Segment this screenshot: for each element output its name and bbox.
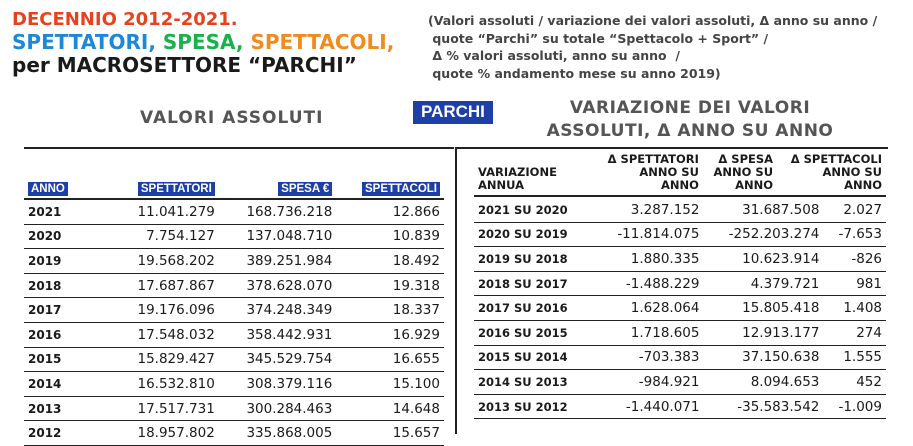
header-d-spesa-2: ANNO SU — [713, 165, 774, 179]
row-spettatori: 11.041.279 — [112, 199, 219, 224]
table-row — [474, 320, 886, 345]
row-d-spettacoli: 452 — [823, 370, 886, 395]
row-spettacoli: 16.655 — [336, 347, 444, 372]
row-spettatori: 7.754.127 — [112, 224, 219, 249]
row-spettacoli: 14.648 — [336, 396, 444, 421]
page-title — [12, 8, 394, 77]
right-section-title-line-2: ASSOLUTI, Δ ANNO SU ANNO — [546, 121, 834, 141]
title-spettatori: SPETTATORI, — [12, 30, 163, 54]
row-d-spesa: 37.150.638 — [703, 345, 823, 370]
table-row — [474, 394, 886, 419]
row-periodo: 2021 SU 2020 — [474, 198, 594, 222]
header-d-spettatori-1: Δ SPETTATORI — [607, 152, 699, 166]
table-row — [474, 296, 886, 321]
row-d-spettatori: 1.880.335 — [594, 247, 703, 272]
row-d-spettatori: -1.440.071 — [594, 394, 703, 419]
row-d-spettacoli: 981 — [823, 271, 886, 296]
row-d-spettatori: 1.718.605 — [594, 320, 703, 345]
table-row — [24, 199, 444, 224]
row-periodo: 2016 SU 2015 — [474, 320, 594, 345]
row-spettatori: 16.532.810 — [112, 372, 219, 397]
table-row — [24, 224, 444, 249]
table-row — [24, 273, 444, 298]
row-spettacoli: 16.929 — [336, 322, 444, 347]
row-d-spettacoli: -7.653 — [823, 222, 886, 247]
header-d-spesa-3: ANNO — [735, 178, 774, 192]
row-periodo: 2014 SU 2013 — [474, 370, 594, 395]
row-spettatori: 17.517.731 — [112, 396, 219, 421]
row-periodo: 2013 SU 2012 — [474, 394, 594, 419]
row-d-spesa: 10.623.914 — [703, 247, 823, 272]
row-spettacoli: 15.100 — [336, 372, 444, 397]
variation-table — [474, 198, 886, 419]
title-line-3: per MACROSETTORE “PARCHI” — [12, 53, 357, 77]
row-spettacoli: 19.318 — [336, 273, 444, 298]
row-spettacoli: 10.839 — [336, 224, 444, 249]
row-spettatori: 19.568.202 — [112, 249, 219, 274]
left-section-title: VALORI ASSOLUTI — [140, 108, 324, 128]
row-anno: 2018 — [24, 273, 112, 298]
row-spesa: 335.868.005 — [219, 421, 337, 446]
table-row — [474, 271, 886, 296]
row-d-spettacoli: -826 — [823, 247, 886, 272]
header-spesa: SPESA € — [278, 182, 332, 196]
row-d-spettatori: -984.921 — [594, 370, 703, 395]
header-spettacoli: SPETTACOLI — [362, 182, 440, 196]
table-row — [24, 372, 444, 397]
title-line-2 — [12, 31, 394, 54]
header-d-spesa-1: Δ SPESA — [718, 152, 774, 166]
table-row — [24, 396, 444, 421]
row-spesa: 308.379.116 — [219, 372, 337, 397]
right-section-title — [520, 97, 860, 143]
row-d-spettacoli: 274 — [823, 320, 886, 345]
header-d-spettacoli-2: ANNO SU — [822, 165, 882, 179]
row-spesa: 389.251.984 — [219, 249, 337, 274]
header-anno: ANNO — [28, 182, 68, 196]
right-top-rule — [455, 147, 888, 149]
row-spesa: 300.284.463 — [219, 396, 337, 421]
title-spettacoli: SPETTACOLI, — [250, 30, 395, 54]
row-anno: 2020 — [24, 224, 112, 249]
row-spettatori: 17.687.867 — [112, 273, 219, 298]
parchi-tag: PARCHI — [413, 101, 493, 124]
table-row — [24, 347, 444, 372]
row-periodo: 2015 SU 2014 — [474, 345, 594, 370]
row-d-spesa: 15.805.418 — [703, 296, 823, 321]
row-d-spettacoli: 1.555 — [823, 345, 886, 370]
row-anno: 2013 — [24, 396, 112, 421]
row-spesa: 345.529.754 — [219, 347, 337, 372]
row-d-spesa: 8.094.653 — [703, 370, 823, 395]
row-anno: 2014 — [24, 372, 112, 397]
row-d-spettatori: 1.628.064 — [594, 296, 703, 321]
title-line-1: DECENNIO 2012-2021. — [12, 9, 238, 30]
row-spesa: 137.048.710 — [219, 224, 337, 249]
row-d-spesa: 31.687.508 — [703, 198, 823, 222]
column-divider — [455, 148, 457, 434]
left-top-rule — [24, 147, 454, 149]
row-anno: 2016 — [24, 322, 112, 347]
row-d-spettatori: -11.814.075 — [594, 222, 703, 247]
row-d-spettatori: -703.383 — [594, 345, 703, 370]
row-spettatori: 17.548.032 — [112, 322, 219, 347]
header-d-spettatori-2: ANNO SU — [639, 165, 699, 179]
row-d-spesa: -35.583.542 — [703, 394, 823, 419]
header-d-spettatori-3: ANNO — [661, 178, 699, 192]
header-spettatori: SPETTATORI — [138, 182, 215, 196]
table-row — [474, 345, 886, 370]
row-periodo: 2020 SU 2019 — [474, 222, 594, 247]
absolute-values-table — [24, 174, 444, 446]
row-d-spesa: 12.913.177 — [703, 320, 823, 345]
header-d-spettacoli-3: ANNO — [844, 178, 882, 192]
row-d-spettacoli: -1.009 — [823, 394, 886, 419]
row-d-spettatori: -1.488.229 — [594, 271, 703, 296]
header-d-spettacoli-1: Δ SPETTACOLI — [790, 152, 882, 166]
row-spesa: 374.248.349 — [219, 298, 337, 323]
row-d-spettatori: 3.287.152 — [594, 198, 703, 222]
table-row — [24, 298, 444, 323]
table-row — [474, 247, 886, 272]
table-row — [474, 370, 886, 395]
row-anno: 2015 — [24, 347, 112, 372]
right-section-title-line-1: VARIAZIONE DEI VALORI — [569, 98, 811, 118]
row-spettacoli: 18.492 — [336, 249, 444, 274]
variation-header-row — [474, 152, 886, 196]
row-spesa: 358.442.931 — [219, 322, 337, 347]
row-spesa: 378.628.070 — [219, 273, 337, 298]
row-anno: 2021 — [24, 199, 112, 224]
row-anno: 2012 — [24, 421, 112, 446]
row-spettacoli: 18.337 — [336, 298, 444, 323]
row-d-spesa: -252.203.274 — [703, 222, 823, 247]
row-spesa: 168.736.218 — [219, 199, 337, 224]
row-spettacoli: 12.866 — [336, 199, 444, 224]
table-header-row — [24, 174, 444, 199]
table-row — [474, 222, 886, 247]
header-variazione-1: VARIAZIONE — [478, 165, 557, 179]
row-periodo: 2018 SU 2017 — [474, 271, 594, 296]
row-spettatori: 18.957.802 — [112, 421, 219, 446]
row-d-spettacoli: 2.027 — [823, 198, 886, 222]
table-row — [24, 322, 444, 347]
title-spesa: SPESA, — [162, 30, 251, 54]
row-anno: 2019 — [24, 249, 112, 274]
row-d-spettacoli: 1.408 — [823, 296, 886, 321]
header-variazione-2: ANNUA — [478, 178, 525, 192]
row-d-spesa: 4.379.721 — [703, 271, 823, 296]
table-row — [24, 421, 444, 446]
variation-header — [474, 152, 886, 197]
row-periodo: 2017 SU 2016 — [474, 296, 594, 321]
row-spettacoli: 15.657 — [336, 421, 444, 446]
table-row — [24, 249, 444, 274]
row-spettatori: 19.176.096 — [112, 298, 219, 323]
row-spettatori: 15.829.427 — [112, 347, 219, 372]
table-row — [474, 198, 886, 222]
legend-note: (Valori assoluti / variazione dei valori assoluti, Δ anno su anno / quote “Parchi” su totale “Spettacolo + Sport” / Δ % valori assoluti, anno su anno / quote % andamento mese su anno 2019) — [428, 13, 878, 81]
row-anno: 2017 — [24, 298, 112, 323]
row-periodo: 2019 SU 2018 — [474, 247, 594, 272]
